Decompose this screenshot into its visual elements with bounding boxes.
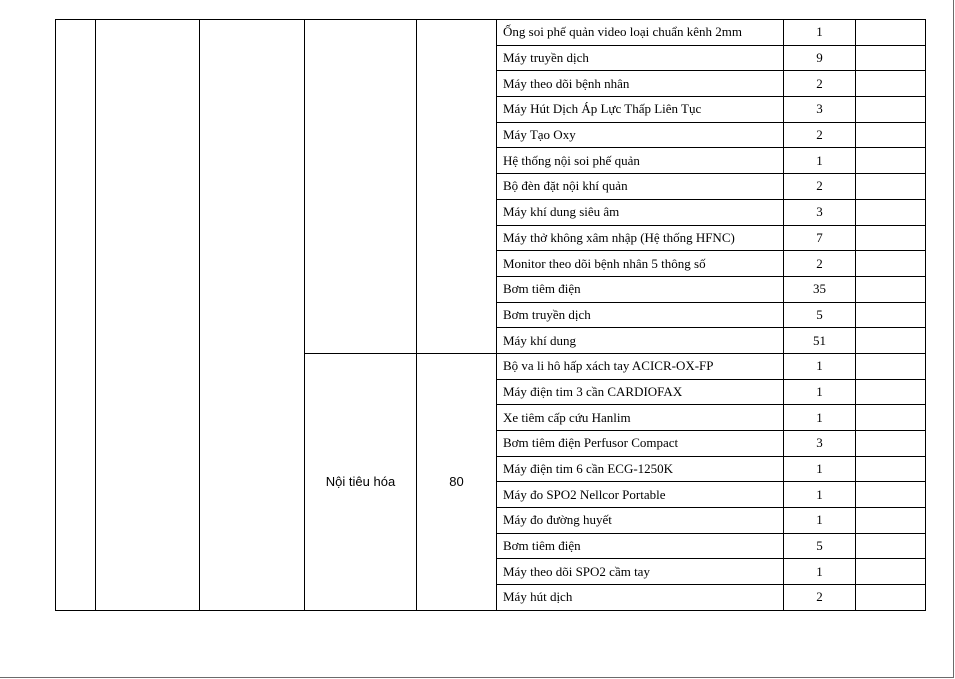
equipment-name-cell: Bơm tiêm điện — [497, 276, 784, 302]
quantity-cell: 2 — [784, 174, 856, 200]
note-cell — [856, 353, 926, 379]
quantity-cell: 35 — [784, 276, 856, 302]
beds-cell — [417, 20, 497, 354]
equipment-name-cell: Bộ đèn đặt nội khí quản — [497, 174, 784, 200]
equipment-name-cell: Máy khí dung — [497, 328, 784, 354]
quantity-cell: 1 — [784, 353, 856, 379]
note-cell — [856, 148, 926, 174]
quantity-cell: 3 — [784, 199, 856, 225]
department-cell: Nội tiêu hóa — [305, 353, 417, 610]
equipment-name-cell: Máy Tạo Oxy — [497, 122, 784, 148]
equipment-name-cell: Monitor theo dõi bệnh nhân 5 thông số — [497, 251, 784, 277]
table-row — [56, 20, 926, 46]
quantity-cell: 1 — [784, 148, 856, 174]
note-cell — [856, 225, 926, 251]
equipment-name-cell: Ống soi phế quản video loại chuẩn kênh 2mm — [497, 20, 784, 46]
quantity-cell: 5 — [784, 302, 856, 328]
quantity-cell: 2 — [784, 122, 856, 148]
quantity-cell: 1 — [784, 20, 856, 46]
note-cell — [856, 508, 926, 534]
quantity-cell: 3 — [784, 431, 856, 457]
equipment-name-cell: Bơm truyền dịch — [497, 302, 784, 328]
quantity-cell: 1 — [784, 559, 856, 585]
note-cell — [856, 251, 926, 277]
note-cell — [856, 20, 926, 46]
note-cell — [856, 174, 926, 200]
note-cell — [856, 302, 926, 328]
note-cell — [856, 71, 926, 97]
equipment-name-cell: Máy đo SPO2 Nellcor Portable — [497, 482, 784, 508]
note-cell — [856, 45, 926, 71]
quantity-cell: 1 — [784, 379, 856, 405]
equipment-name-cell: Máy theo dõi SPO2 cầm tay — [497, 559, 784, 585]
stt-cell — [56, 20, 96, 611]
equipment-name-cell: Xe tiêm cấp cứu Hanlim — [497, 405, 784, 431]
department-cell — [305, 20, 417, 354]
quantity-cell: 2 — [784, 585, 856, 611]
equipment-name-cell: Máy Hút Dịch Áp Lực Thấp Liên Tục — [497, 97, 784, 123]
note-cell — [856, 456, 926, 482]
note-cell — [856, 533, 926, 559]
note-cell — [856, 199, 926, 225]
equipment-name-cell: Máy khí dung siêu âm — [497, 199, 784, 225]
beds-cell: 80 — [417, 353, 497, 610]
quantity-cell: 51 — [784, 328, 856, 354]
quantity-cell: 1 — [784, 456, 856, 482]
quantity-cell: 2 — [784, 251, 856, 277]
note-cell — [856, 328, 926, 354]
equipment-name-cell: Bộ va li hô hấp xách tay ACICR-OX-FP — [497, 353, 784, 379]
equipment-name-cell: Máy hút dịch — [497, 585, 784, 611]
quantity-cell: 9 — [784, 45, 856, 71]
quantity-cell: 3 — [784, 97, 856, 123]
note-cell — [856, 431, 926, 457]
note-cell — [856, 97, 926, 123]
quantity-cell: 2 — [784, 71, 856, 97]
note-cell — [856, 379, 926, 405]
note-cell — [856, 585, 926, 611]
equipment-name-cell: Bơm tiêm điện — [497, 533, 784, 559]
equipment-name-cell: Máy điện tim 3 cần CARDIOFAX — [497, 379, 784, 405]
equipment-name-cell: Máy theo dõi bệnh nhân — [497, 71, 784, 97]
equipment-name-cell: Bơm tiêm điện Perfusor Compact — [497, 431, 784, 457]
quantity-cell: 7 — [784, 225, 856, 251]
note-cell — [856, 559, 926, 585]
quantity-cell: 1 — [784, 508, 856, 534]
note-cell — [856, 405, 926, 431]
equipment-name-cell: Máy truyền dịch — [497, 45, 784, 71]
equipment-table-body — [56, 20, 926, 611]
equipment-name-cell: Máy thở không xâm nhập (Hệ thống HFNC) — [497, 225, 784, 251]
equipment-name-cell: Hệ thống nội soi phế quản — [497, 148, 784, 174]
note-cell — [856, 482, 926, 508]
equipment-name-cell: Máy đo đường huyết — [497, 508, 784, 534]
equipment-name-cell: Máy điện tim 6 cần ECG-1250K — [497, 456, 784, 482]
note-cell — [856, 122, 926, 148]
site-cell — [200, 20, 305, 611]
equipment-table — [55, 19, 926, 611]
quantity-cell: 1 — [784, 405, 856, 431]
quantity-cell: 5 — [784, 533, 856, 559]
note-cell — [856, 276, 926, 302]
unit-cell — [96, 20, 200, 611]
quantity-cell: 1 — [784, 482, 856, 508]
